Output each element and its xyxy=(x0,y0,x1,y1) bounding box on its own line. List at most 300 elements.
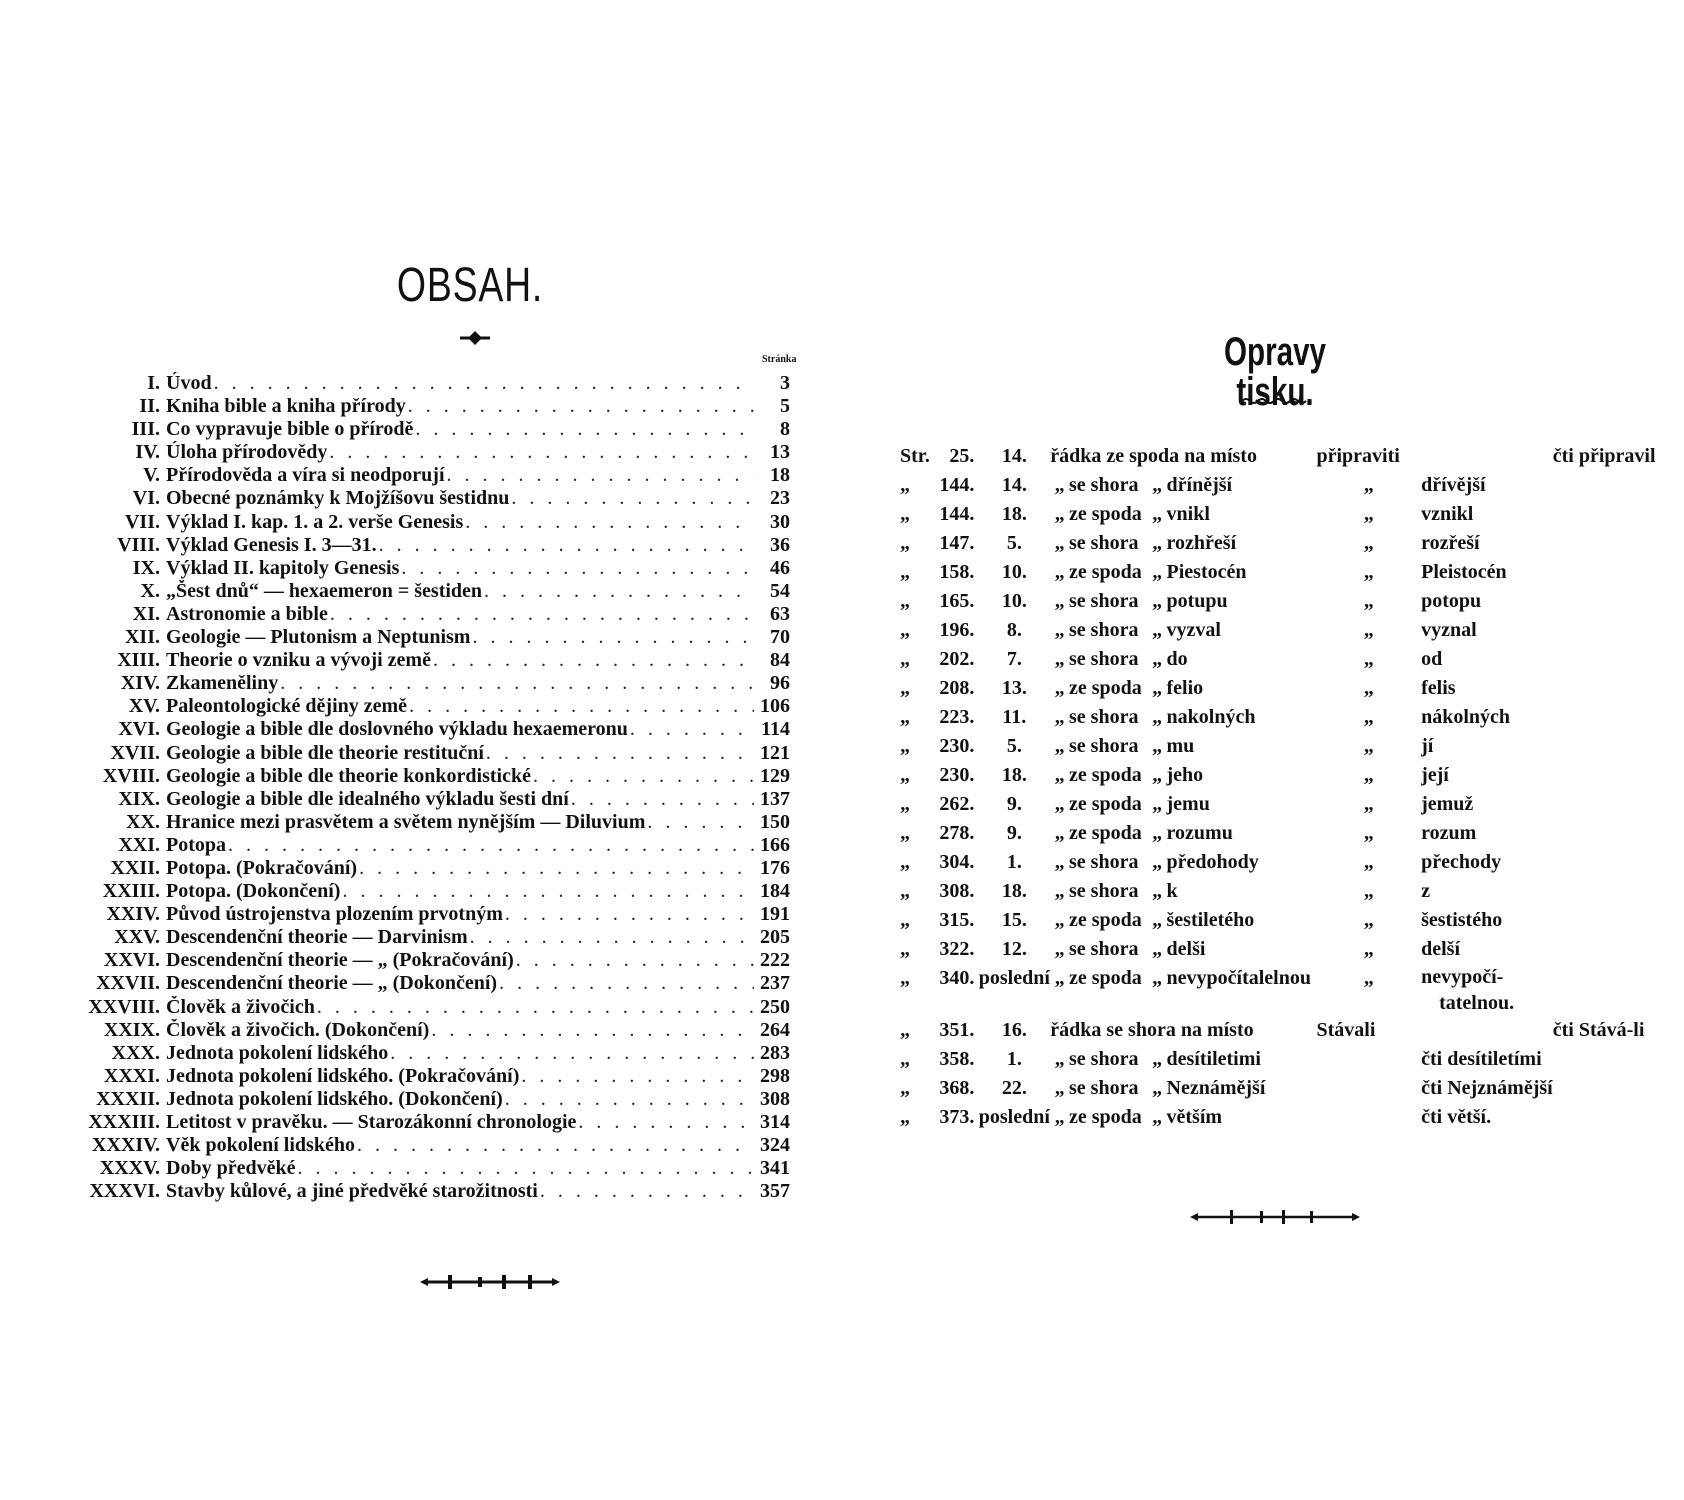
toc-entry-title: Původ ústrojenstva plozením prvotným xyxy=(166,903,503,926)
toc-entry-number: III. xyxy=(131,418,160,441)
toc-entry xyxy=(60,1111,790,1134)
errata-page-number: 230. xyxy=(939,735,975,757)
errata-wrong-word: desítiletimi xyxy=(1166,1048,1261,1070)
errata-direction: ze spoda xyxy=(1069,822,1142,844)
errata-wrong-word: do xyxy=(1166,648,1188,670)
toc-entry xyxy=(60,534,790,557)
errata-page-number: 165. xyxy=(939,590,975,612)
errata-page-number: 368. xyxy=(939,1077,975,1099)
ditto-mark: „ xyxy=(1054,967,1065,989)
errata-correct-word-text: jemuž xyxy=(1421,793,1474,815)
toc-entry-number: I. xyxy=(147,372,160,394)
errata-str: Str. xyxy=(900,445,930,467)
errata-line: 7. xyxy=(1006,648,1022,670)
toc-entry-number: XXXIII. xyxy=(88,1111,160,1133)
ditto-mark: „ xyxy=(1363,590,1374,612)
errata-line: 9. xyxy=(1006,793,1022,815)
ditto-mark: „ xyxy=(1152,561,1163,583)
toc-entry xyxy=(60,1157,790,1180)
errata-str: „ xyxy=(900,474,910,496)
errata-page-number: 144. xyxy=(939,503,975,525)
toc-entry-page: 205 xyxy=(760,926,790,949)
errata-correct-word-text: rozřeší xyxy=(1421,532,1480,554)
toc-entry-title: Theorie o vzniku a vývoji země xyxy=(166,649,431,672)
ditto-mark: „ xyxy=(1152,474,1163,496)
errata-page-number: 373. xyxy=(939,1106,975,1128)
errata-correct-word: čti připravil xyxy=(1552,445,1656,467)
footer-flourish-icon xyxy=(420,1272,560,1292)
errata-str: „ xyxy=(900,619,910,641)
toc-leader-dots xyxy=(315,996,754,1019)
toc-entry-number: XXI. xyxy=(118,833,160,856)
toc-entry-number: II. xyxy=(139,395,160,418)
errata-line: 5. xyxy=(1006,532,1022,554)
toc-entry-title: Doby předvěké xyxy=(166,1157,296,1180)
errata-wrong-word: předohody xyxy=(1166,851,1259,873)
errata-row xyxy=(900,558,1660,587)
errata-line: 18. xyxy=(1001,880,1027,902)
toc-entry-title: Člověk a živočich xyxy=(166,995,315,1018)
errata-str: „ xyxy=(900,880,910,902)
toc-entry-page: 150 xyxy=(760,810,790,833)
toc-leader-dots xyxy=(278,672,754,695)
toc-entry xyxy=(60,1180,790,1203)
toc-entry-number: IV. xyxy=(135,441,160,464)
toc-entry-page: 84 xyxy=(770,649,790,672)
toc-entry-number: VI. xyxy=(132,487,160,510)
errata-row xyxy=(900,674,1660,703)
errata-wrong-word: dřínější xyxy=(1166,474,1233,496)
toc-entry-number: IX. xyxy=(132,556,160,579)
toc-entry-number: XXVI. xyxy=(103,949,160,972)
toc-leader-dots xyxy=(212,372,754,395)
errata-line: 11. xyxy=(1002,706,1027,728)
toc-entry-title: Descendenční theorie — Darvinism xyxy=(166,926,468,949)
errata-direction: ze spoda xyxy=(1069,793,1142,815)
ditto-mark: „ xyxy=(1054,793,1065,815)
ditto-mark: „ xyxy=(1054,851,1065,873)
toc-entry-number: XIV. xyxy=(120,672,160,695)
toc-leader-dots xyxy=(413,418,754,441)
toc-entry xyxy=(60,857,790,880)
ditto-mark: „ xyxy=(1054,938,1065,960)
errata-line: 18. xyxy=(1001,764,1027,786)
ditto-mark: „ xyxy=(1152,1048,1163,1070)
errata-correct-word xyxy=(1421,906,1553,935)
errata-direction: řádka ze spoda na místo xyxy=(1050,445,1257,467)
toc-entry xyxy=(60,811,790,834)
toc-entry xyxy=(60,718,790,741)
ditto-mark xyxy=(1317,1045,1422,1074)
toc-entry xyxy=(60,1134,790,1157)
ditto-mark: „ xyxy=(1054,822,1065,844)
errata-str: „ xyxy=(900,822,910,844)
errata-direction: ze spoda xyxy=(1069,677,1142,699)
toc-leader-dots xyxy=(519,1065,754,1088)
errata-correct-word-text: rozum xyxy=(1421,822,1477,844)
errata-correct-word-text: Pleistocén xyxy=(1421,561,1507,583)
toc-entry-number: XI. xyxy=(132,602,160,625)
errata-correct-word-text: delší xyxy=(1421,938,1461,960)
toc-entry xyxy=(60,742,790,765)
errata-str: „ xyxy=(900,648,910,670)
toc-entry-page: 54 xyxy=(770,579,790,602)
toc-leader-dots xyxy=(431,649,754,672)
errata-line: 18. xyxy=(1001,503,1027,525)
toc-entry-page: 106 xyxy=(760,695,790,718)
ditto-mark: „ xyxy=(1152,764,1163,786)
ditto-mark: „ xyxy=(1363,851,1374,873)
errata-page-number: 304. xyxy=(939,851,975,873)
wavy-rule-icon xyxy=(1240,396,1310,406)
toc-entry-page: 237 xyxy=(760,972,790,995)
toc-entry-number: XIII. xyxy=(117,649,160,672)
toc-entry-title: Astronomie a bible xyxy=(166,602,328,625)
errata-wrong-word: felio xyxy=(1166,677,1204,699)
ditto-mark xyxy=(1421,442,1553,471)
errata-direction: řádka se shora na místo xyxy=(1050,1019,1254,1041)
toc-entry-page: 129 xyxy=(760,764,790,787)
toc-leader-dots xyxy=(399,557,754,580)
ditto-mark: „ xyxy=(1054,1106,1065,1128)
toc-entry xyxy=(60,1019,790,1042)
errata-correct-word-text: vznikl xyxy=(1421,503,1474,525)
toc-entry xyxy=(60,511,790,534)
errata-str: „ xyxy=(900,1077,910,1099)
toc-entry-number: XXXV. xyxy=(99,1157,160,1180)
toc-entry xyxy=(60,996,790,1019)
errata-page-number: 340. xyxy=(939,967,975,989)
toc-leader-dots xyxy=(406,395,754,418)
toc-entry xyxy=(60,580,790,603)
toc-entry xyxy=(60,626,790,649)
toc-entry xyxy=(60,395,790,418)
errata-str: „ xyxy=(900,1106,910,1128)
errata-direction: se shora xyxy=(1069,532,1139,554)
errata-page-number: 208. xyxy=(939,677,975,699)
errata-row xyxy=(900,819,1660,848)
toc-entry-page: 63 xyxy=(770,602,790,625)
errata-direction: se shora xyxy=(1069,851,1139,873)
errata-direction: se shora xyxy=(1069,706,1139,728)
errata-correct-word xyxy=(1421,964,1553,1016)
errata-str: „ xyxy=(900,590,910,612)
errata-row xyxy=(900,906,1660,935)
toc-entry-title: Paleontologické dějiny země xyxy=(166,695,408,718)
errata-direction: se shora xyxy=(1069,735,1139,757)
ditto-mark: „ xyxy=(1152,735,1163,757)
ditto-mark: „ xyxy=(1054,909,1065,931)
toc-entry-number: XIX. xyxy=(118,787,160,810)
errata-line: 13. xyxy=(1001,677,1027,699)
ditto-mark: „ xyxy=(1363,619,1374,641)
toc-entry-number: XXII. xyxy=(110,856,160,879)
errata-page-number: 278. xyxy=(939,822,975,844)
ditto-mark: „ xyxy=(1054,677,1065,699)
toc-leader-dots xyxy=(355,1134,754,1157)
errata-title: Opravy tisku. xyxy=(1223,330,1327,414)
diamond-ornament-icon xyxy=(460,330,490,346)
errata-row xyxy=(900,935,1660,964)
errata-correct-word xyxy=(1421,645,1553,674)
toc-entry xyxy=(60,880,790,903)
toc-entry xyxy=(60,695,790,718)
toc-entry xyxy=(60,603,790,626)
ditto-mark: „ xyxy=(1054,503,1065,525)
toc-leader-dots xyxy=(328,603,754,626)
ditto-mark: „ xyxy=(1152,822,1163,844)
ditto-mark: „ xyxy=(1152,967,1163,989)
errata-correct-word-continuation: tatelnou. xyxy=(1439,992,1515,1014)
errata-wrong-word: nevypočítalelnou xyxy=(1166,967,1311,989)
errata-row xyxy=(900,964,1660,1016)
errata-correct-word xyxy=(1421,877,1553,906)
errata-row xyxy=(900,703,1660,732)
errata-correct-word xyxy=(1421,471,1553,500)
toc-entry-title: Geologie a bible dle doslovného výkladu hexaemeronu xyxy=(166,718,628,741)
ditto-mark: „ xyxy=(1363,938,1374,960)
errata-correct-word xyxy=(1421,500,1553,529)
errata-page-number: 230. xyxy=(939,764,975,786)
errata-direction: se shora xyxy=(1069,590,1139,612)
toc-leader-dots xyxy=(484,742,754,765)
ditto-mark: „ xyxy=(1054,1077,1065,1099)
errata-correct-word xyxy=(1421,935,1553,964)
errata-correct-word-text: nákolných xyxy=(1421,706,1511,728)
ditto-mark: „ xyxy=(1054,619,1065,641)
errata-direction: ze spoda xyxy=(1069,909,1142,931)
toc-entry xyxy=(60,903,790,926)
errata-str: „ xyxy=(900,1019,910,1041)
errata-page-number: 358. xyxy=(939,1048,975,1070)
errata-page-number: 223. xyxy=(939,706,975,728)
toc-entry-title: Výklad II. kapitoly Genesis xyxy=(166,556,400,579)
errata-line: 1. xyxy=(1006,1048,1022,1070)
errata-wrong-word: připraviti xyxy=(1316,445,1400,467)
toc-entry-title: Kniha bible a kniha přírody xyxy=(166,395,406,418)
toc-entry-page: 3 xyxy=(780,372,790,394)
ditto-mark: „ xyxy=(1054,764,1065,786)
toc-entry xyxy=(60,464,790,487)
errata-correct-word xyxy=(1421,703,1553,732)
errata-str: „ xyxy=(900,706,910,728)
ditto-mark: „ xyxy=(1363,822,1374,844)
ditto-mark: „ xyxy=(1363,880,1374,902)
errata-line: 16. xyxy=(1001,1019,1027,1041)
errata-row xyxy=(900,587,1660,616)
toc-entry-page: 314 xyxy=(760,1111,790,1133)
errata-line: 15. xyxy=(1001,909,1027,931)
errata-direction: se shora xyxy=(1069,1048,1139,1070)
toc-entry-page: 137 xyxy=(760,787,790,810)
toc-entry-page: 341 xyxy=(760,1157,790,1180)
toc-entry-title: Výklad Genesis I. 3—31. xyxy=(166,533,377,556)
ditto-mark: „ xyxy=(1054,532,1065,554)
errata-wrong-word: větším xyxy=(1166,1106,1223,1128)
errata-correct-word-text: dřívější xyxy=(1421,474,1486,496)
errata-row xyxy=(900,732,1660,761)
ditto-mark: „ xyxy=(1152,880,1163,902)
errata-table xyxy=(900,442,1660,1132)
toc-leader-dots xyxy=(295,1157,754,1180)
errata-str: „ xyxy=(900,851,910,873)
toc-entry-number: XXIV. xyxy=(106,903,160,926)
toc-entry-number: XXVII. xyxy=(96,972,160,995)
toc-leader-dots xyxy=(327,441,754,464)
errata-page-number: 315. xyxy=(939,909,975,931)
toc-entry-number: X. xyxy=(140,579,160,602)
errata-wrong-word: k xyxy=(1166,880,1178,902)
toc-entry-number: XXXI. xyxy=(103,1064,160,1087)
toc-entry-title: Descendenční theorie — „ (Pokračování) xyxy=(166,949,514,972)
errata-correct-word xyxy=(1421,790,1553,819)
toc-entry-page: 222 xyxy=(760,949,790,972)
errata-line: 14. xyxy=(1001,445,1027,467)
errata-row xyxy=(900,529,1660,558)
errata-line: poslední xyxy=(978,967,1050,989)
toc-entry-number: XVIII. xyxy=(102,764,160,787)
ditto-mark: „ xyxy=(1054,735,1065,757)
errata-correct-word-text: čti Nejznámější xyxy=(1421,1077,1553,1099)
errata-direction: ze spoda xyxy=(1069,561,1142,583)
toc-entry-title: Potopa xyxy=(166,833,226,856)
toc-entry-title: Potopa. (Pokračování) xyxy=(166,856,358,879)
errata-correct-word-text: felis xyxy=(1421,677,1456,699)
toc-entry-page: 166 xyxy=(760,833,790,856)
errata-page-number: 144. xyxy=(939,474,975,496)
errata-wrong-word: jemu xyxy=(1166,793,1210,815)
errata-direction: se shora xyxy=(1069,880,1139,902)
toc-entry xyxy=(60,487,790,510)
toc-entry-page: 18 xyxy=(770,464,790,487)
errata-line: 1. xyxy=(1006,851,1022,873)
ditto-mark: „ xyxy=(1363,793,1374,815)
ditto-mark: „ xyxy=(1152,938,1163,960)
toc-entry xyxy=(60,418,790,441)
errata-wrong-word: nakolných xyxy=(1166,706,1256,728)
errata-correct-word xyxy=(1421,848,1553,877)
toc-entry-number: XXXVI. xyxy=(89,1180,160,1203)
errata-wrong-word: Neznámější xyxy=(1166,1077,1266,1099)
toc-title: OBSAH. xyxy=(396,259,544,312)
toc-entry-number: XVII. xyxy=(110,741,160,764)
toc-entry-number: XVI. xyxy=(118,718,160,741)
table-of-contents-page xyxy=(60,0,797,1500)
errata-correct-word xyxy=(1421,761,1553,790)
errata-line: 5. xyxy=(1006,735,1022,757)
ditto-mark: „ xyxy=(1054,706,1065,728)
ditto-mark: „ xyxy=(1054,880,1065,902)
toc-entry-page: 5 xyxy=(780,395,790,418)
toc-leader-dots xyxy=(645,811,754,834)
toc-entry-number: XXX. xyxy=(111,1041,160,1064)
errata-row xyxy=(900,500,1660,529)
toc-entry-page: 13 xyxy=(770,441,790,464)
toc-leader-dots xyxy=(569,788,754,811)
ditto-mark: „ xyxy=(1054,1048,1065,1070)
toc-entry-title: Geologie a bible dle theorie konkordistické xyxy=(166,764,531,787)
toc-leader-dots xyxy=(482,580,754,603)
errata-direction: se shora xyxy=(1069,619,1139,641)
toc-entry-title: Geologie a bible dle idealného výkladu šesti dní xyxy=(166,787,569,810)
ditto-mark: „ xyxy=(1054,590,1065,612)
ditto-mark: „ xyxy=(1363,648,1374,670)
errata-wrong-word: vnikl xyxy=(1166,503,1210,525)
errata-correct-word xyxy=(1421,558,1553,587)
toc-entry-page: 46 xyxy=(770,556,790,579)
toc-entry-title: Stavby kůlové, a jiné předvěké starožitnosti xyxy=(166,1180,538,1203)
toc-entry-title: Jednota pokolení lidského. (Dokončení) xyxy=(166,1087,503,1110)
toc-list xyxy=(60,372,790,1203)
toc-entry xyxy=(60,372,790,395)
ditto-mark: „ xyxy=(1152,590,1163,612)
toc-entry xyxy=(60,441,790,464)
toc-entry-title: Jednota pokolení lidského. (Pokračování) xyxy=(166,1064,520,1087)
errata-page xyxy=(900,0,1660,1500)
toc-entry xyxy=(60,1088,790,1111)
ditto-mark: „ xyxy=(1152,1106,1163,1128)
page-column-header: Stránka xyxy=(762,354,797,365)
toc-leader-dots xyxy=(468,926,754,949)
errata-line: 14. xyxy=(1001,474,1027,496)
ditto-mark: „ xyxy=(1152,851,1163,873)
toc-entry-number: XXIII. xyxy=(102,880,160,903)
errata-correct-word-text: čti desítiletími xyxy=(1421,1048,1542,1070)
errata-correct-word xyxy=(1421,529,1553,558)
ditto-mark: „ xyxy=(1152,503,1163,525)
errata-line: poslední xyxy=(978,1106,1050,1128)
ditto-mark: „ xyxy=(1363,909,1374,931)
toc-entry xyxy=(60,972,790,995)
errata-wrong-word: vyzval xyxy=(1166,619,1221,641)
toc-entry xyxy=(60,926,790,949)
errata-line: 8. xyxy=(1006,619,1022,641)
toc-entry xyxy=(60,788,790,811)
errata-direction: se shora xyxy=(1069,1077,1139,1099)
errata-row xyxy=(900,1016,1660,1045)
toc-entry-title: Úloha přírodovědy xyxy=(166,441,328,464)
toc-entry-page: 23 xyxy=(770,487,790,510)
toc-entry-page: 250 xyxy=(760,995,790,1018)
errata-wrong-word: Stávali xyxy=(1316,1019,1376,1041)
ditto-mark: „ xyxy=(1363,474,1374,496)
toc-entry-number: XXXIV. xyxy=(92,1134,160,1157)
ditto-mark: „ xyxy=(1363,677,1374,699)
errata-correct-word xyxy=(1421,1045,1553,1074)
ditto-mark: „ xyxy=(1363,532,1374,554)
errata-line: 12. xyxy=(1001,938,1027,960)
errata-str: „ xyxy=(900,735,910,757)
toc-leader-dots xyxy=(503,903,754,926)
errata-direction: se shora xyxy=(1069,648,1139,670)
toc-entry-title: Letitost v pravěku. — Starozákonní chronologie xyxy=(166,1111,577,1133)
errata-row xyxy=(900,761,1660,790)
toc-entry-number: XX. xyxy=(126,810,160,833)
errata-wrong-word: jeho xyxy=(1166,764,1204,786)
errata-correct-word: čti Stává-li xyxy=(1552,1019,1645,1041)
toc-entry-number: V. xyxy=(143,464,160,487)
toc-leader-dots xyxy=(497,972,754,995)
errata-correct-word-text: jí xyxy=(1421,735,1434,757)
errata-wrong-word: rozhřeší xyxy=(1166,532,1237,554)
toc-leader-dots xyxy=(538,1180,754,1203)
errata-correct-word xyxy=(1421,616,1553,645)
toc-entry-title: Zkameněliny xyxy=(166,672,279,695)
errata-line: 10. xyxy=(1001,590,1027,612)
ditto-mark: „ xyxy=(1054,648,1065,670)
errata-row xyxy=(900,790,1660,819)
errata-row xyxy=(900,645,1660,674)
